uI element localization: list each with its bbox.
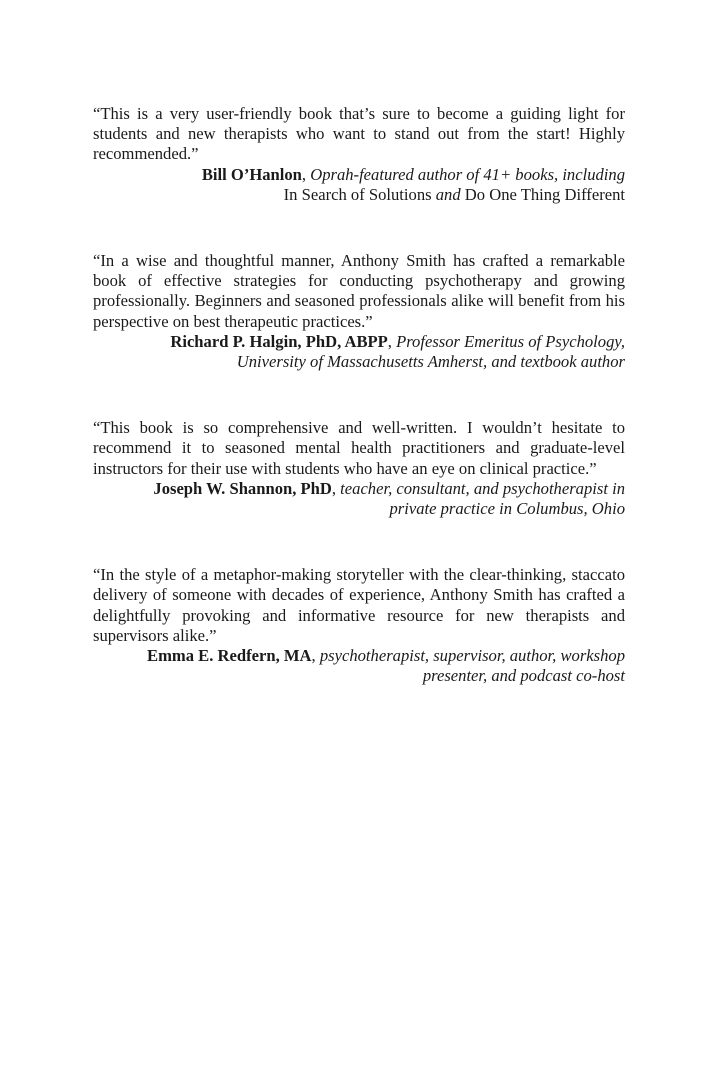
endorser-name: Emma E. Redfern, MA xyxy=(147,646,312,666)
endorsements-page xyxy=(93,104,625,732)
endorsement-attribution xyxy=(93,165,625,205)
endorsement-attribution xyxy=(93,332,625,372)
endorser-credentials-continued: University of Massachusetts Amherst, and textbook author xyxy=(236,352,625,372)
endorser-credentials: Professor Emeritus of Psychology, xyxy=(396,331,625,351)
conjunction: and xyxy=(431,184,465,204)
endorser-books xyxy=(93,185,625,205)
endorser-name: Joseph W. Shannon, PhD xyxy=(153,478,332,498)
endorsement-quote: “This is a very user-friendly book that’s sure to become a guiding light for students and new therapists who want to stand out from the start! Highly recommended.” xyxy=(93,104,625,164)
endorser-name: Bill O’Hanlon xyxy=(201,164,302,184)
separator: , xyxy=(331,478,341,498)
endorsement-redfern xyxy=(93,565,625,686)
endorsement-attribution xyxy=(93,479,625,519)
endorser-name: Richard P. Halgin, PhD, ABPP xyxy=(170,331,388,351)
book-title: In Search of Solutions xyxy=(283,184,432,204)
endorsement-ohanlon xyxy=(93,104,625,205)
separator: , xyxy=(301,164,311,184)
endorsement-halgin xyxy=(93,251,625,372)
endorser-credentials: psychotherapist, supervisor, author, workshop xyxy=(319,646,625,666)
endorsement-quote: “In the style of a metaphor-making storyteller with the clear-thinking, staccato delivery of someone with decades of experience, Anthony Smith has crafted a delightfully provoking and informative resource for new therapists and supervisors alike.” xyxy=(93,565,625,645)
endorser-credentials-continued: presenter, and podcast co-host xyxy=(422,666,625,686)
endorsement-attribution xyxy=(93,646,625,686)
endorsement-quote: “In a wise and thoughtful manner, Anthony Smith has crafted a remarkable book of effective strategies for conducting psychotherapy and growing professionally. Beginners and seasoned professionals alike will benefit from his perspective on best therapeutic practices.” xyxy=(93,251,625,331)
endorsement-shannon xyxy=(93,418,625,519)
endorsement-quote: “This book is so comprehensive and well-written. I wouldn’t hesitate to recommend it to seasoned mental health practitioners and graduate-level instructors for their use with students who have an eye on clinical practice.” xyxy=(93,418,625,478)
endorser-credentials-continued: private practice in Columbus, Ohio xyxy=(389,499,625,519)
endorser-credentials: Oprah-featured author of 41+ books, including xyxy=(310,164,625,184)
separator: , xyxy=(311,646,320,666)
book-title: Do One Thing Different xyxy=(464,184,625,204)
separator: , xyxy=(387,331,397,351)
endorser-credentials: teacher, consultant, and psychotherapist in xyxy=(340,478,625,498)
